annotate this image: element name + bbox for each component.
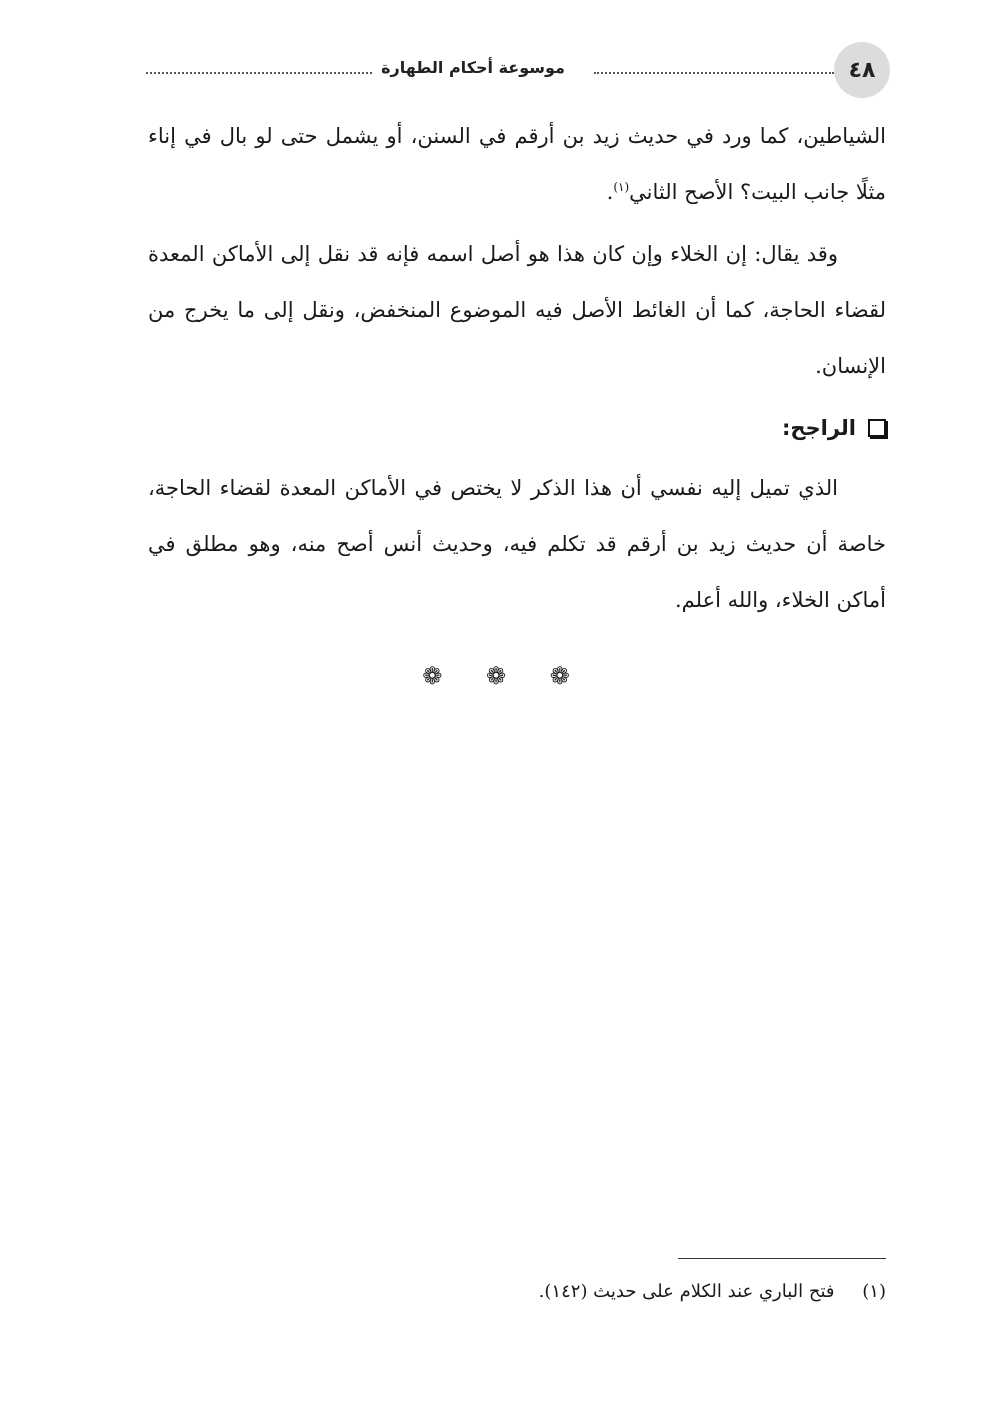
paragraph-1-end: . — [606, 180, 614, 204]
section-heading-label: الراجح: — [781, 416, 856, 440]
footnote-ref-1[interactable]: (١) — [613, 180, 630, 194]
page-number: ٤٨ — [834, 42, 890, 98]
footnote-text: فتح الباري عند الكلام على حديث (١٤٢). — [538, 1281, 835, 1302]
paragraph-2: وقد يقال: إن الخلاء وإن كان هذا هو أصل اسمه فإنه قد نقل إلى الأماكن المعدة لقضاء الحاجة، كما أن الغائط الأصل فيه الموضوع المنخفض، ونقل إلى ما يخرج من الإنسان. — [148, 242, 886, 378]
footnote-1 — [148, 1276, 886, 1308]
section-divider — [0, 662, 1004, 690]
footnote-number: (١) — [862, 1281, 886, 1302]
paragraph-1-text: الشياطين، كما ورد في حديث زيد بن أرقم في السنن، أو يشمل حتى لو بال في إناء مثلًا جانب البيت؟ الأصح الثاني — [148, 124, 886, 204]
flower-ornament-icon: ❁ — [422, 662, 455, 690]
page-header — [146, 42, 890, 98]
header-dots-right — [594, 72, 834, 74]
running-title: موسوعة أحكام الطهارة — [381, 58, 565, 77]
header-dots-left — [146, 72, 372, 74]
footnote-rule — [678, 1258, 886, 1259]
checkbox-icon — [868, 419, 886, 437]
flower-ornament-icon: ❁ — [485, 662, 519, 690]
paragraph-1 — [148, 108, 886, 220]
paragraph-3: الذي تميل إليه نفسي أن هذا الذكر لا يختص في الأماكن المعدة لقضاء الحاجة، خاصة أن حديث زيد بن أرقم قد تكلم فيه، وحديث أنس أصح منه، وهو مطلق في أماكن الخلاء، والله أعلم. — [148, 476, 886, 612]
section-heading — [148, 400, 886, 456]
flower-ornament-icon: ❁ — [549, 662, 582, 690]
body-text — [148, 108, 886, 634]
